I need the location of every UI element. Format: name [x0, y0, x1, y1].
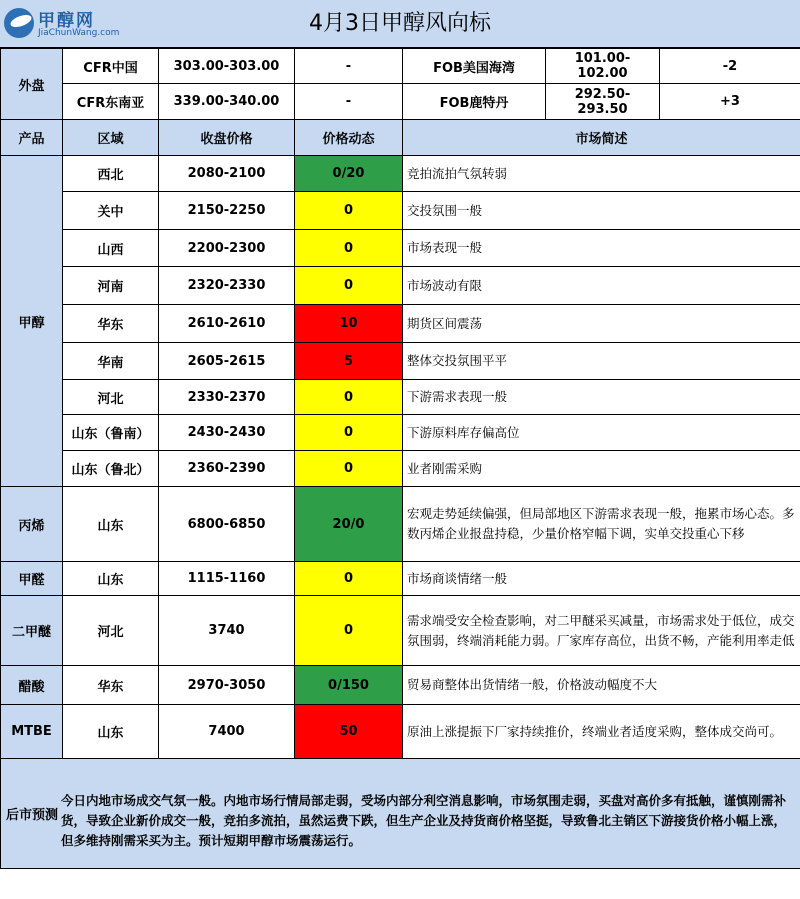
summary-cell: 业者刚需采购: [403, 451, 800, 487]
price-cell: 3740: [159, 596, 295, 666]
col-price: 收盘价格: [159, 120, 295, 156]
foreign-left-name: CFR中国: [63, 49, 159, 84]
col-dynamic: 价格动态: [295, 120, 403, 156]
methanol-row: [1, 451, 800, 487]
foreign-right-change: +3: [660, 84, 800, 120]
region-cell: 山西: [63, 230, 159, 267]
price-cell: 2200-2300: [159, 230, 295, 267]
methanol-row: [1, 305, 800, 343]
header-bar: [0, 0, 800, 48]
summary-cell: 整体交投氛围平平: [403, 343, 800, 380]
dynamic-cell: 0: [295, 415, 403, 451]
dynamic-cell: 0: [295, 267, 403, 305]
summary-cell: 竞拍流拍气氛转弱: [403, 156, 800, 192]
dynamic-cell: 5: [295, 343, 403, 380]
methanol-row: [1, 230, 800, 267]
region-cell: 华南: [63, 343, 159, 380]
price-cell: 2080-2100: [159, 156, 295, 192]
price-cell: 2970-3050: [159, 666, 295, 705]
foreign-right-change: -2: [660, 49, 800, 84]
summary-cell: 交投氛围一般: [403, 192, 800, 230]
price-cell: 1115-1160: [159, 562, 295, 596]
product-label: 丙烯: [1, 487, 63, 562]
price-cell: 2320-2330: [159, 267, 295, 305]
region-cell: 华东: [63, 305, 159, 343]
dynamic-cell: 0: [295, 230, 403, 267]
logo-text-en: JiaChunWang.com: [38, 28, 120, 38]
product-row: [1, 705, 800, 759]
region-cell: 西北: [63, 156, 159, 192]
price-cell: 2610-2610: [159, 305, 295, 343]
region-cell: 山东（鲁南）: [63, 415, 159, 451]
methanol-row: [1, 380, 800, 415]
dynamic-cell: 0/20: [295, 156, 403, 192]
foreign-left-change: -: [295, 84, 403, 120]
dynamic-cell: 50: [295, 705, 403, 759]
methanol-row: [1, 156, 800, 192]
foreign-left-name: CFR东南亚: [63, 84, 159, 120]
region-cell: 河北: [63, 596, 159, 666]
region-cell: 山东: [63, 562, 159, 596]
forecast-label: 后市预测: [5, 808, 58, 823]
region-cell: 山东（鲁北）: [63, 451, 159, 487]
column-header-row: [1, 120, 800, 156]
foreign-label: 外盘: [1, 49, 63, 120]
price-cell: 2360-2390: [159, 451, 295, 487]
price-cell: 2605-2615: [159, 343, 295, 380]
product-row: [1, 562, 800, 596]
dynamic-cell: 0: [295, 451, 403, 487]
product-label: MTBE: [1, 705, 63, 759]
foreign-right-price: 292.50-293.50: [546, 84, 660, 120]
region-cell: 华东: [63, 666, 159, 705]
region-cell: 山东: [63, 705, 159, 759]
methanol-row: [1, 192, 800, 230]
dynamic-cell: 0: [295, 192, 403, 230]
methanol-row: [1, 343, 800, 380]
forecast-text: 今日内地市场成交气氛一般。内地市场行情局部走弱，受场内部分利空消息影响，市场氛围走弱，买盘对高价多有抵触，谨慎刚需补货，导致企业新价成交一般，竞拍多流拍，虽然运费下跌，但生产企业及持货商价格坚挺，导致鲁北主销区下游接货价格小幅上涨，但多维持刚需采买为主。预计短期甲醇市场震荡运行。: [61, 792, 787, 848]
region-cell: 关中: [63, 192, 159, 230]
summary-cell: 原油上涨提振下厂家持续推价，终端业者适度采购，整体成交尚可。: [403, 705, 800, 759]
forecast-row: [1, 759, 800, 869]
price-cell: 2430-2430: [159, 415, 295, 451]
price-cell: 6800-6850: [159, 487, 295, 562]
dynamic-cell: 0: [295, 596, 403, 666]
price-cell: 2150-2250: [159, 192, 295, 230]
summary-cell: 下游原料库存偏高位: [403, 415, 800, 451]
summary-cell: 期货区间震荡: [403, 305, 800, 343]
logo-text-cn: 甲醇网: [38, 11, 95, 31]
foreign-right-name: FOB鹿特丹: [403, 84, 546, 120]
price-cell: 7400: [159, 705, 295, 759]
dynamic-cell: 10: [295, 305, 403, 343]
foreign-row: [1, 84, 800, 120]
product-label: 二甲醚: [1, 596, 63, 666]
product-row: [1, 596, 800, 666]
summary-cell: 市场波动有限: [403, 267, 800, 305]
price-table: [0, 48, 800, 869]
product-label: 甲醛: [1, 562, 63, 596]
methanol-row: [1, 415, 800, 451]
summary-cell: 下游需求表现一般: [403, 380, 800, 415]
foreign-left-change: -: [295, 49, 403, 84]
price-cell: 2330-2370: [159, 380, 295, 415]
summary-cell: 需求端受安全检查影响，对二甲醚采买减量，市场需求处于低位，成交氛围弱，终端消耗能力弱。厂家库存高位，出货不畅，产能利用率走低: [403, 596, 800, 666]
dynamic-cell: 0/150: [295, 666, 403, 705]
summary-cell: 市场表现一般: [403, 230, 800, 267]
dynamic-cell: 0: [295, 380, 403, 415]
methanol-row: [1, 267, 800, 305]
region-cell: 山东: [63, 487, 159, 562]
product-row: [1, 666, 800, 705]
foreign-left-price: 339.00-340.00: [159, 84, 295, 120]
summary-cell: 贸易商整体出货情绪一般，价格波动幅度不大: [403, 666, 800, 705]
foreign-left-price: 303.00-303.00: [159, 49, 295, 84]
product-row: [1, 487, 800, 562]
region-cell: 河南: [63, 267, 159, 305]
col-summary: 市场简述: [403, 120, 800, 156]
product-label: 甲醇: [1, 156, 63, 487]
foreign-right-name: FOB美国海湾: [403, 49, 546, 84]
foreign-row: [1, 49, 800, 84]
dynamic-cell: 0: [295, 562, 403, 596]
product-label: 醋酸: [1, 666, 63, 705]
forecast-cell: [1, 759, 800, 869]
col-product: 产品: [1, 120, 63, 156]
dynamic-cell: 20/0: [295, 487, 403, 562]
foreign-right-price: 101.00-102.00: [546, 49, 660, 84]
col-region: 区域: [63, 120, 159, 156]
summary-cell: 市场商谈情绪一般: [403, 562, 800, 596]
summary-cell: 宏观走势延续偏强，但局部地区下游需求表现一般，拖累市场心态。多数丙烯企业报盘持稳，少量价格窄幅下调，实单交投重心下移: [403, 487, 800, 562]
region-cell: 河北: [63, 380, 159, 415]
page-title: 4月3日甲醇风向标: [309, 11, 491, 36]
